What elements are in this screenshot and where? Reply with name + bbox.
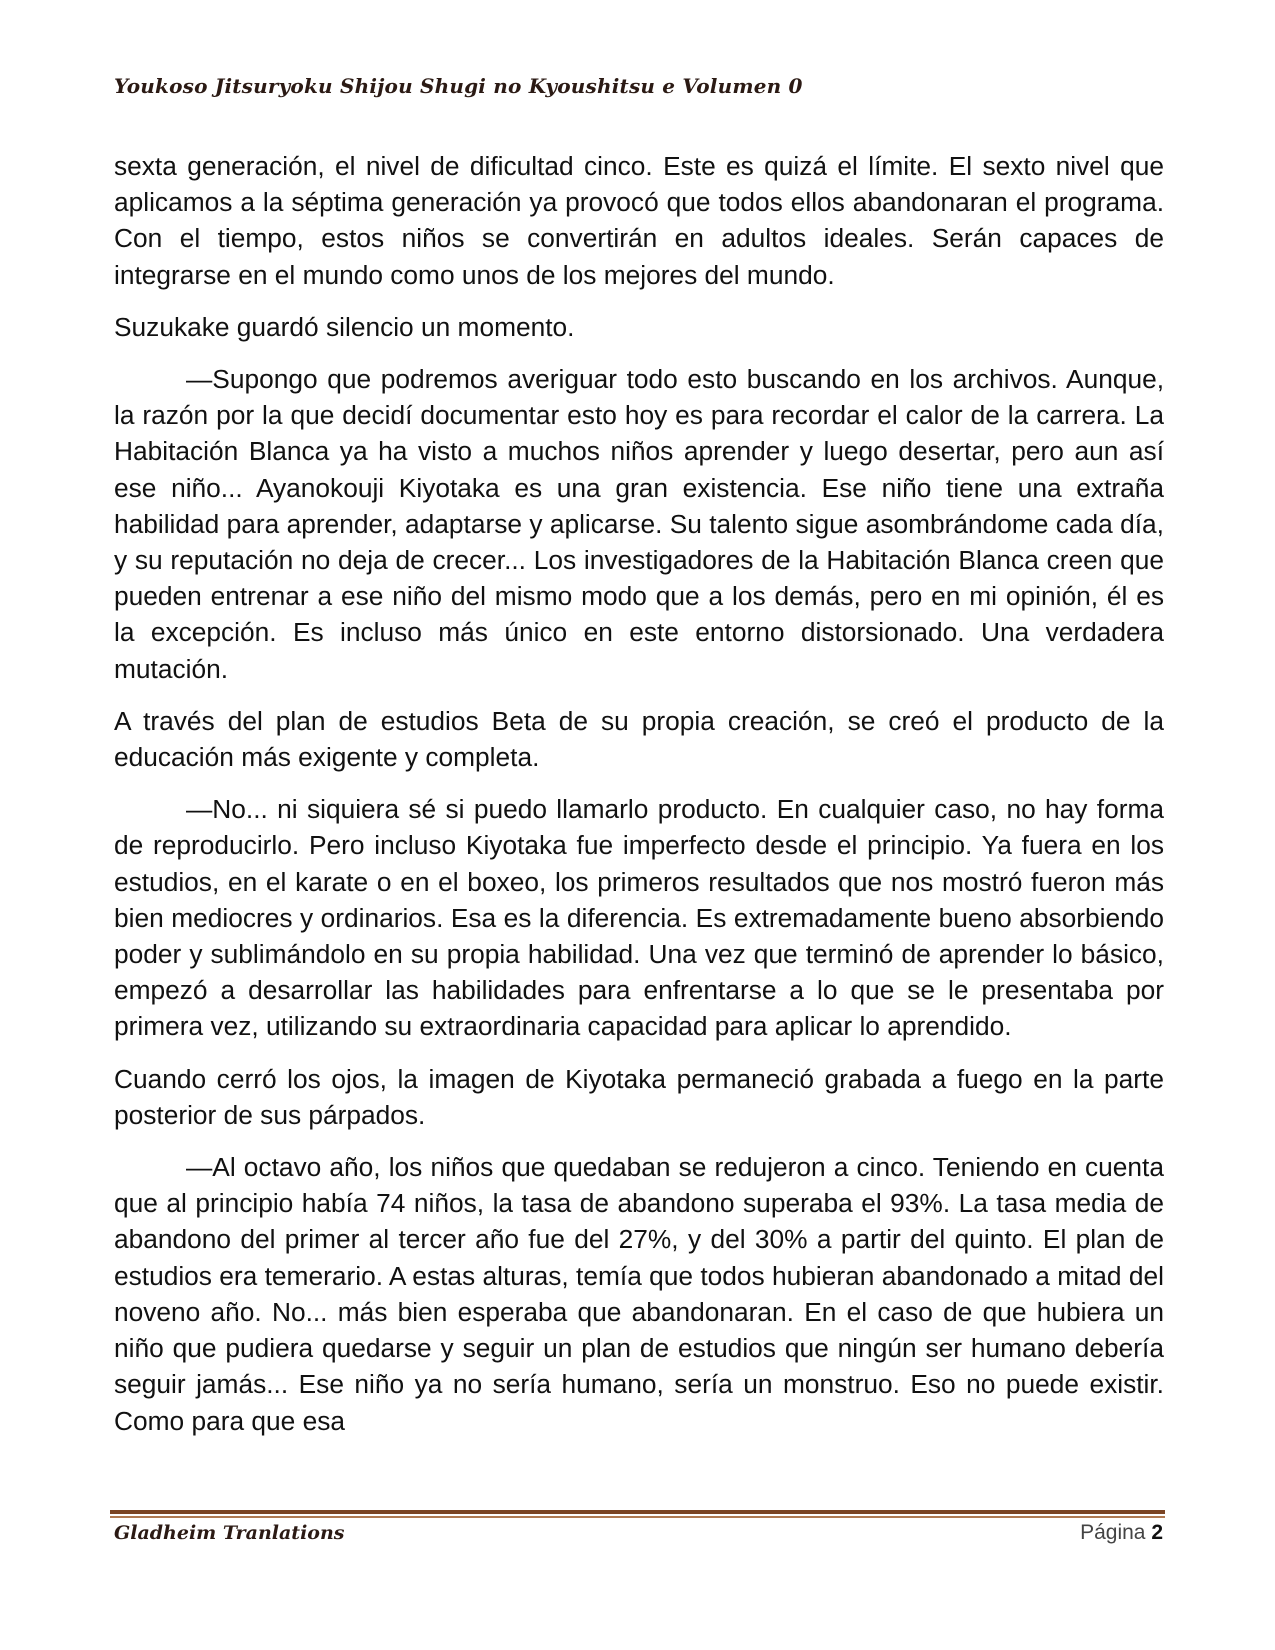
body-text bbox=[114, 148, 1164, 1455]
paragraph-1: sexta generación, el nivel de dificultad cinco. Este es quizá el límite. El sexto nivel que aplicamos a la séptima generación ya provocó que todos ellos abandonaran el programa. Con el tiempo, estos niños se convertirán en adultos ideales. Serán capaces de integrarse en el mundo como unos de los mejores del mundo. bbox=[114, 151, 1164, 290]
footer-divider-thin-line bbox=[110, 1516, 1165, 1518]
footer-publisher: Gladheim Tranlations bbox=[114, 1522, 345, 1544]
page-number: 2 bbox=[1151, 1521, 1163, 1544]
paragraph-3: —Supongo que podremos averiguar todo esto buscando en los archivos. Aunque, la razón por la que decidí documentar esto hoy es para recordar el calor de la carrera. La Habitación Blanca ya ha visto a muchos niños aprender y luego desertar, pero aun así ese niño... Ayanokouji Kiyotaka es una gran existencia. Ese niño tiene una extraña habilidad para aprender, adaptarse y aplicarse. Su talento sigue asombrándome cada día, y su reputación no deja de crecer... Los investigadores de la Habitación Blanca creen que pueden entrenar a ese niño del mismo modo que a los demás, pero en mi opinión, él es la excepción. Es incluso más único en este entorno distorsionado. Una verdadera mutación. bbox=[114, 364, 1164, 684]
footer-divider-thick-line bbox=[110, 1510, 1165, 1514]
footer-divider bbox=[110, 1510, 1165, 1519]
footer-page-indicator bbox=[1080, 1521, 1163, 1545]
page-label: Página bbox=[1080, 1521, 1146, 1544]
paragraph-6: Cuando cerró los ojos, la imagen de Kiyotaka permaneció grabada a fuego en la parte posterior de sus párpados. bbox=[114, 1063, 1164, 1130]
running-header-title: Youkoso Jitsuryoku Shijou Shugi no Kyoushitsu e Volumen 0 bbox=[114, 74, 803, 98]
paragraph-2: Suzukake guardó silencio un momento. bbox=[114, 311, 575, 342]
paragraph-4: A través del plan de estudios Beta de su propia creación, se creó el producto de la educación más exigente y completa. bbox=[114, 705, 1164, 773]
paragraph-7: —Al octavo año, los niños que quedaban se redujeron a cinco. Teniendo en cuenta que al principio había 74 niños, la tasa de abandono superaba el 93%. La tasa media de abandono del primer al tercer año fue del 27%, y del 30% a partir del quinto. El plan de estudios era temerario. A estas alturas, temía que todos hubieran abandonado a mitad del noveno año. No... más bien esperaba que abandonaran. En el caso de que hubiera un niño que pudiera quedarse y seguir un plan de estudios que ningún ser humano debería seguir jamás... Ese niño ya no sería humano, sería un monstruo. Eso no puede existir. Como para que esa bbox=[114, 1152, 1164, 1436]
paragraph-5: —No... ni siquiera sé si puedo llamarlo producto. En cualquier caso, no hay forma de reproducirlo. Pero incluso Kiyotaka fue imperfecto desde el principio. Ya fuera en los estudios, en el karate o en el boxeo, los primeros resultados que nos mostró fueron más bien mediocres y ordinarios. Esa es la diferencia. Es extremadamente bueno absorbiendo poder y sublimándolo en su propia habilidad. Una vez que terminó de aprender lo básico, empezó a desarrollar las habilidades para enfrentarse a lo que se le presentaba por primera vez, utilizando su extraordinaria capacidad para aplicar lo aprendido. bbox=[114, 794, 1164, 1042]
